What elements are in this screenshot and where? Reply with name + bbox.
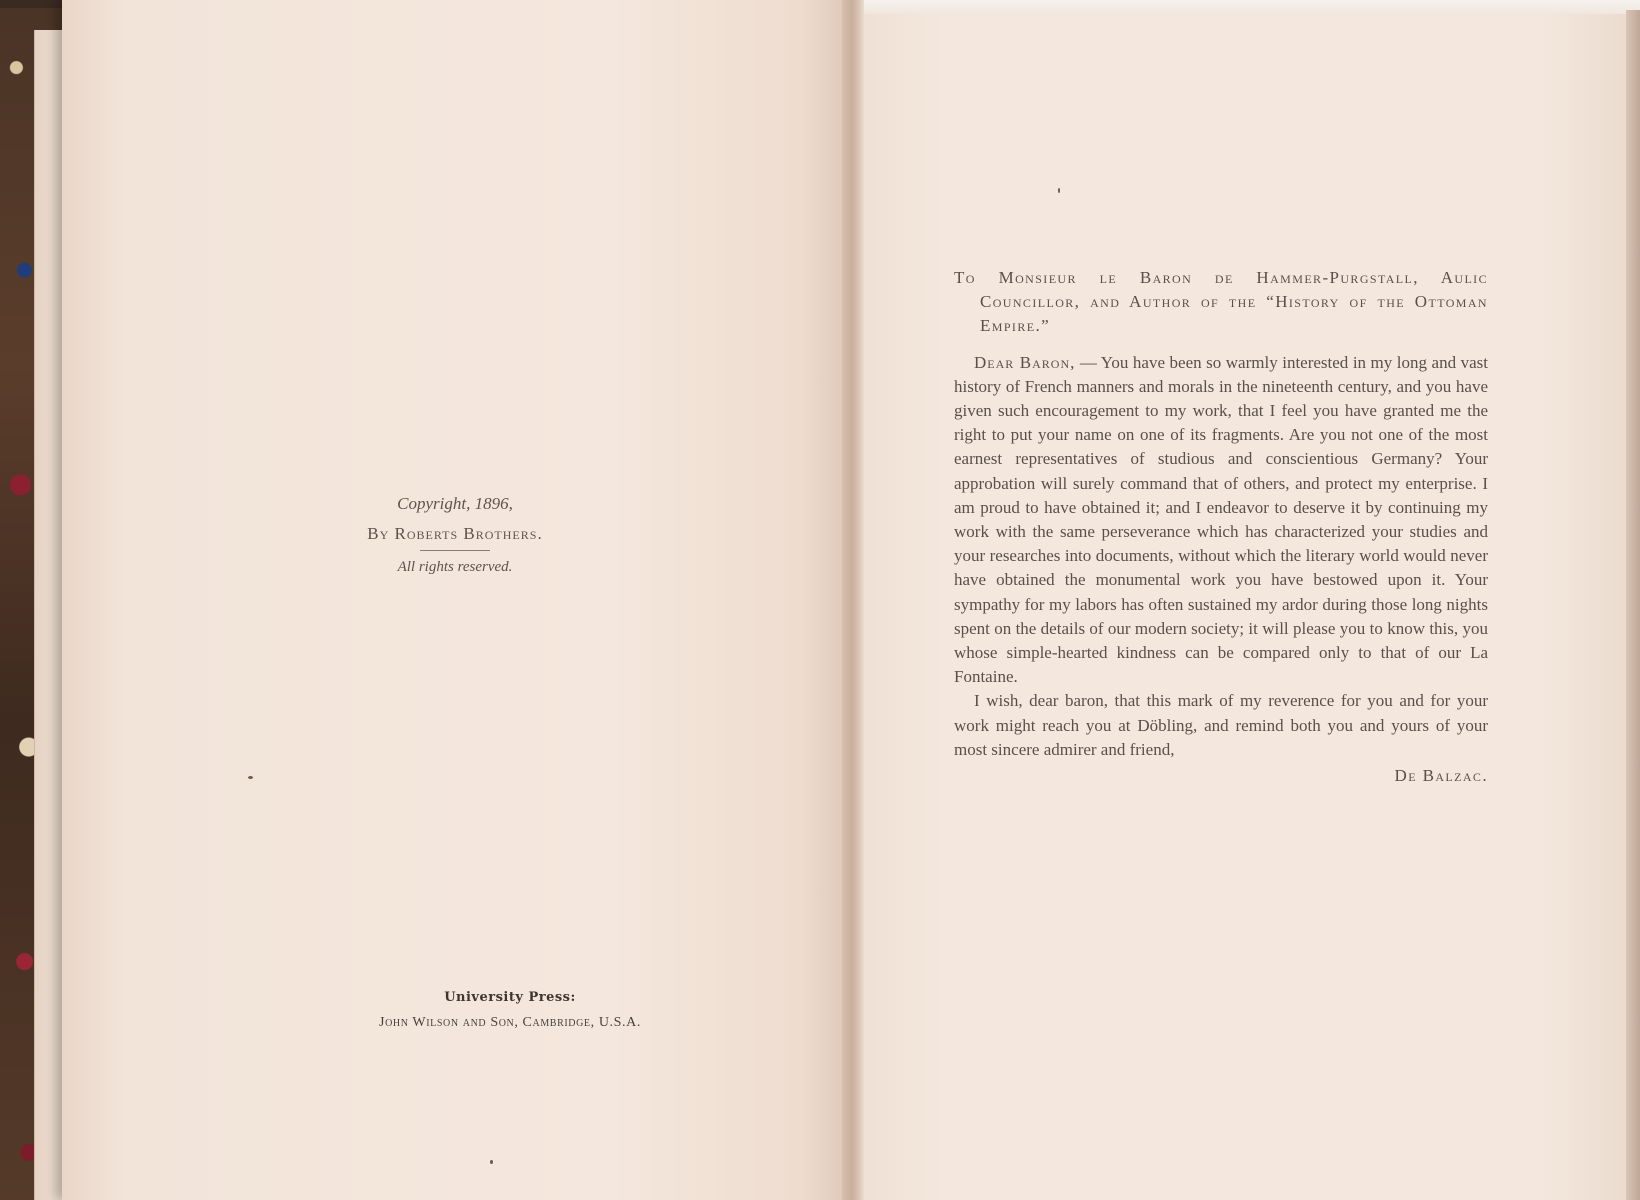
right-page-edge <box>1626 10 1640 1200</box>
book-gutter <box>842 0 864 1200</box>
paragraph-1-body: — You have been so warmly interested in my long and vast history of French manners and morals in the nineteenth century, and you have given such encouragement to my work, that I feel you have granted me the right to put your name on one of its fragments. Are you not one of the most earnest representatives of studious and conscientious Germany? Your approbation will surely command that of others, and protect my enterprise. I am proud to have obtained it; and I endeavor to deserve it by continuing my work with the same perseverance which has characterized your studies and your researches into documents, without which the literary world would never have obtained the monumental work you have bestowed upon it. Your sympathy for my labors has often sustained my ardor during those long nights spent on the details of our modern society; it will please you to know this, you whose simple-hearted kindness can be compared only to that of our La Fontaine. <box>954 352 1488 687</box>
dedication-address: To Monsieur le Baron de Hammer-Purgstall, Aulic Councillor, and Author of the “History of the Ottoman Empire.” <box>954 268 1488 336</box>
copyright-line: Copyright, 1896, <box>397 494 513 513</box>
press-title: University Press: <box>444 990 576 1005</box>
dedication-paragraph-1 <box>954 351 1488 690</box>
press-imprint: John Wilson and Son, Cambridge, U.S.A. <box>379 1015 641 1030</box>
publisher-line: By Roberts Brothers. <box>367 524 543 543</box>
dedication-text <box>954 266 1488 805</box>
salutation: Dear Baron, <box>974 352 1076 372</box>
paper-speck <box>1058 188 1060 193</box>
press-imprint-block <box>330 990 690 1031</box>
dedication-paragraph-2: I wish, dear baron, that this mark of my reverence for you and for your work might reach you at Döbling, and remind both you and yours of your most sincere admirer and friend, <box>954 691 1488 759</box>
copyright-block <box>62 494 848 576</box>
paper-speck <box>248 776 253 779</box>
paper-speck <box>490 1160 493 1164</box>
rights-line: All rights reserved. <box>397 559 513 575</box>
divider-rule <box>420 550 490 551</box>
signature: De Balzac. <box>1394 766 1488 786</box>
